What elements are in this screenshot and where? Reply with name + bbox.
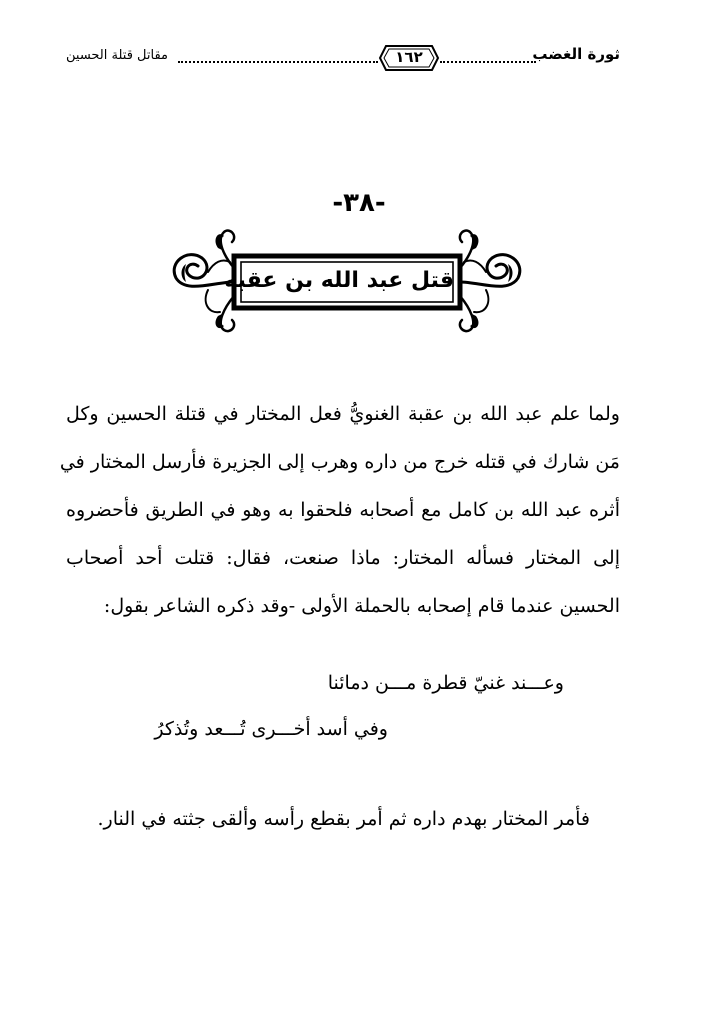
body-line: أثره عبد الله بن كامل مع أصحابه فلحقوا به وهو في الطريق فأحضروه: [66, 499, 620, 521]
body-paragraph: [59, 394, 620, 634]
page-number-badge: [378, 44, 440, 72]
book-title: ثورة الغضب: [532, 45, 620, 63]
closing-paragraph: فأمر المختار بهدم داره ثم أمر بقطع رأسه وألقى جثته في النار.: [97, 808, 590, 830]
header-dotted-leader: [178, 61, 378, 63]
running-header: [66, 44, 620, 72]
body-line: إلى المختار فسأله المختار: ماذا صنعت، فقال: قتلت أحد أصحاب: [66, 547, 620, 569]
page-number: ١٦٢: [395, 48, 423, 66]
body-line: الحسين عندما قام إصحابه بالحملة الأولى -وقد ذكره الشاعر بقول:: [103, 595, 620, 617]
section-number: -٣٨-: [332, 188, 386, 218]
chapter-title: مقاتل قتلة الحسين: [66, 48, 169, 63]
body-line: ولما علم عبد الله بن عقبة الغنويُّ فعل المختار في قتلة الحسين وكل: [66, 403, 620, 425]
body-line: مَن شارك في قتله خرج من داره وهرب إلى الجزيرة فأرسل المختار في: [59, 451, 620, 473]
section-title: قتل عبد الله بن عقبه: [224, 268, 454, 293]
poem-verse: وفي أسد أخـــرى تُـــعد وتُذكرُ: [154, 718, 388, 740]
title-cartouche: [168, 228, 526, 334]
poem-verse: وعـــند غنيّ قطرة مـــن دمائنا: [327, 672, 564, 694]
header-dotted-leader: [440, 61, 536, 63]
